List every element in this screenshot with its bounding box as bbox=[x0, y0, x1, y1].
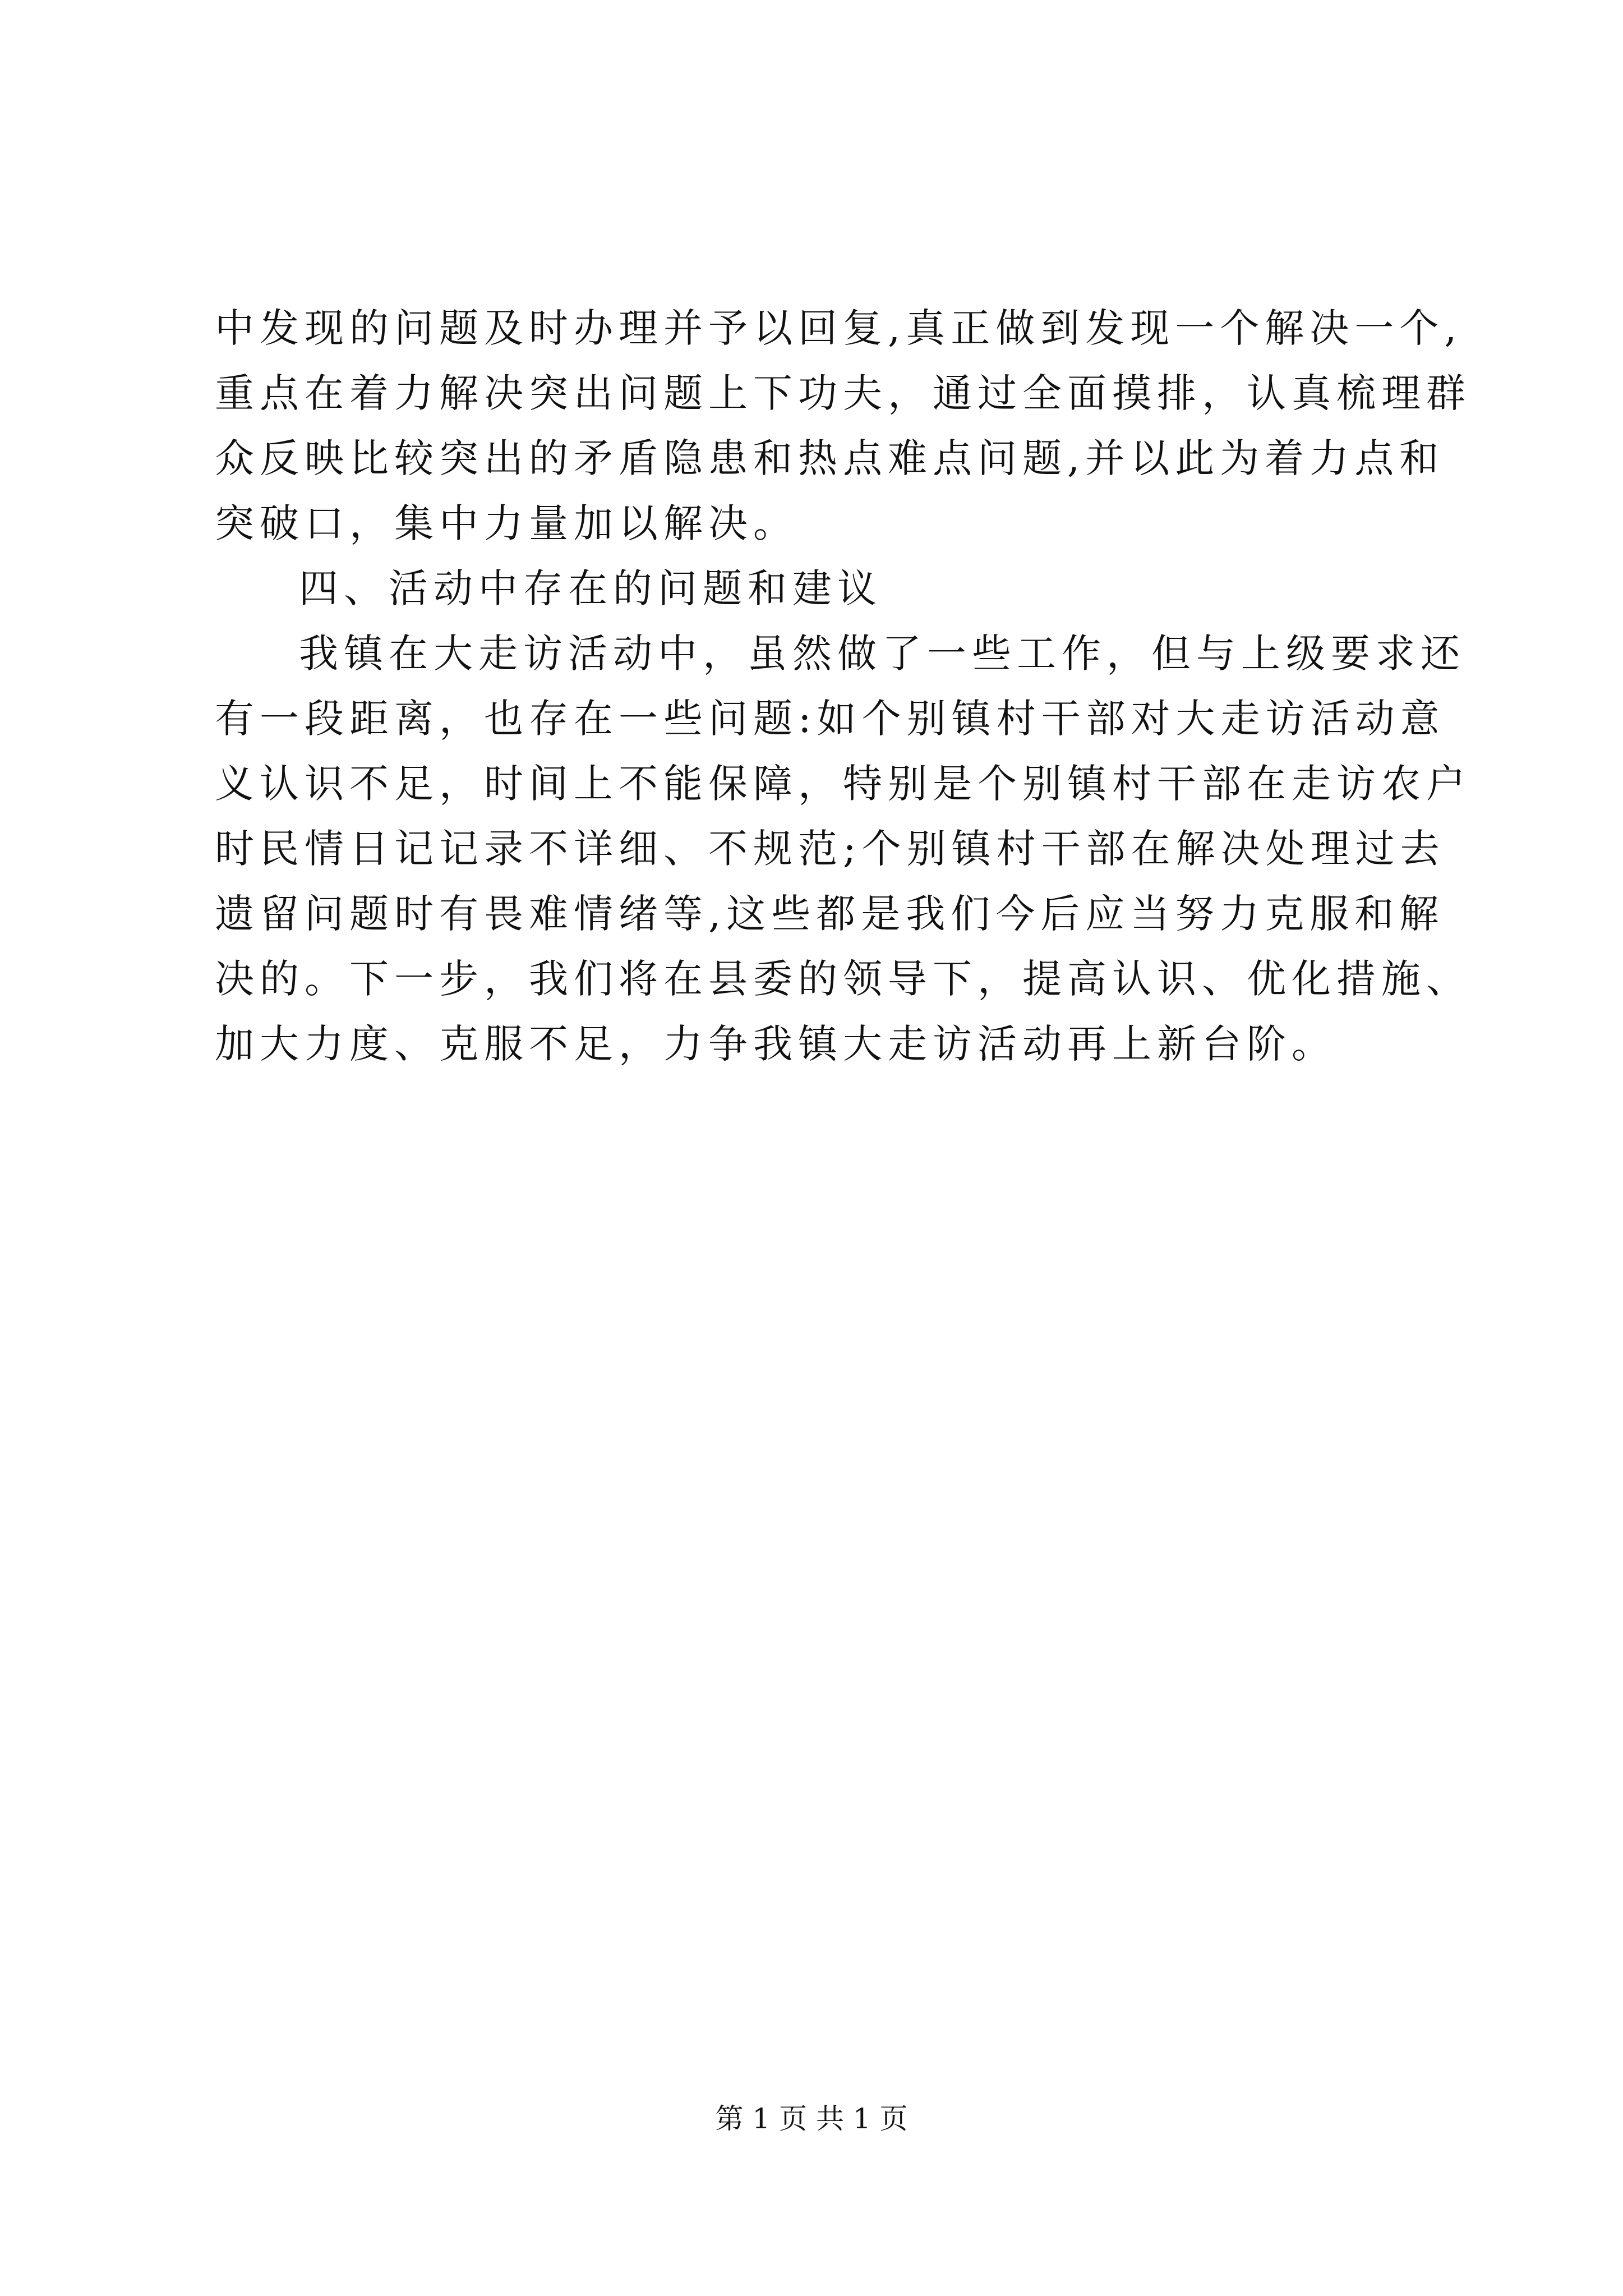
paragraph-line: 我镇在大走访活动中，虽然做了一些工作，但与上级要求还 bbox=[299, 631, 1465, 677]
paragraph-line: 中发现的问题及时办理并予以回复,真正做到发现一个解决一个, bbox=[215, 305, 1463, 351]
paragraph-line: 众反映比较突出的矛盾隐患和热点难点问题,并以此为着力点和 bbox=[215, 435, 1445, 481]
paragraph-line: 遗留问题时有畏难情绪等,这些都是我们今后应当努力克服和解 bbox=[215, 891, 1445, 937]
paragraph-line: 突破口，集中力量加以解决。 bbox=[215, 500, 798, 546]
paragraph-line: 时民情日记记录不详细、不规范;个别镇村干部在解决处理过去 bbox=[215, 826, 1445, 872]
paragraph-line: 决的。下一步，我们将在县委的领导下，提高认识、优化措施、 bbox=[215, 956, 1471, 1002]
paragraph-line: 有一段距离，也存在一些问题:如个别镇村干部对大走访活动意 bbox=[215, 696, 1445, 742]
paragraph-line: 加大力度、克服不足，力争我镇大走访活动再上新台阶。 bbox=[215, 1021, 1336, 1067]
paragraph-line: 重点在着力解决突出问题上下功夫，通过全面摸排，认真梳理群 bbox=[215, 370, 1471, 416]
page-number-footer: 第 1 页 共 1 页 bbox=[715, 2102, 908, 2135]
paragraph-line: 义认识不足，时间上不能保障，特别是个别镇村干部在走访农户 bbox=[215, 761, 1471, 807]
section-heading: 四、活动中存在的问题和建议 bbox=[299, 565, 882, 611]
